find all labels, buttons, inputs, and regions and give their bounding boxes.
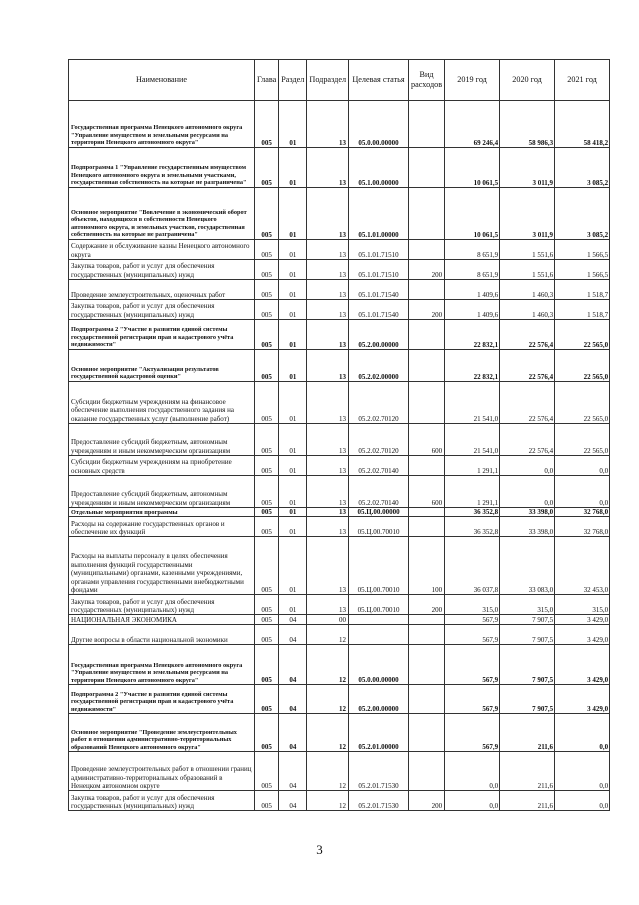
row-section: 01	[279, 101, 307, 148]
row-subsection: 12	[307, 645, 349, 685]
row-target-code: 05.1.01.71510	[349, 260, 409, 280]
row-value-2020: 315,0	[500, 595, 555, 615]
row-value-2019: 315,0	[445, 595, 500, 615]
row-name: Государственная программа Ненецкого автономного округа "Управление имуществом и земельными ресурсами на территории Ненецкого автономного округа"	[69, 645, 255, 685]
row-expense-type	[409, 685, 445, 714]
row-chapter: 005	[255, 508, 279, 517]
header-2019: 2019 год	[445, 60, 500, 101]
row-section: 01	[279, 382, 307, 424]
row-chapter: 005	[255, 101, 279, 148]
table-row	[69, 101, 610, 148]
row-value-2019: 22 832,1	[445, 320, 500, 350]
row-expense-type	[409, 148, 445, 188]
row-expense-type: 200	[409, 595, 445, 615]
table-row	[69, 508, 610, 517]
row-expense-type: 200	[409, 791, 445, 811]
row-name: Подпрограмма 2 "Участие в развитии единой системы государственной регистрации прав и кадастрового учёта недвижимости"	[69, 685, 255, 714]
table-row	[69, 714, 610, 752]
budget-table-page	[68, 59, 610, 811]
row-value-2020: 22 576,4	[500, 424, 555, 456]
row-target-code: 05.1.01.71510	[349, 240, 409, 260]
row-target-code: 05.2.02.70120	[349, 424, 409, 456]
row-target-code	[349, 615, 409, 625]
row-subsection: 13	[307, 280, 349, 300]
row-value-2019: 567,9	[445, 615, 500, 625]
page-number: 3	[316, 842, 323, 857]
row-target-code: 05.2.00.00000	[349, 685, 409, 714]
row-target-code: 05.2.02.00000	[349, 350, 409, 382]
row-subsection: 13	[307, 320, 349, 350]
row-target-code: 05.2.01.71530	[349, 752, 409, 791]
row-target-code: 05.2.02.70140	[349, 476, 409, 508]
row-target-code: 05.1.00.00000	[349, 148, 409, 188]
row-target-code: 05.2.01.00000	[349, 714, 409, 752]
row-subsection: 13	[307, 101, 349, 148]
row-value-2020: 33 398,0	[500, 517, 555, 537]
row-chapter: 005	[255, 537, 279, 595]
row-chapter: 005	[255, 714, 279, 752]
table-row	[69, 350, 610, 382]
row-value-2020: 211,6	[500, 714, 555, 752]
row-section: 01	[279, 260, 307, 280]
row-value-2019: 36 037,8	[445, 537, 500, 595]
row-value-2019: 1 291,1	[445, 456, 500, 476]
row-name: Субсидии бюджетным учреждениям на приобретение основных средств	[69, 456, 255, 476]
row-section: 01	[279, 240, 307, 260]
row-chapter: 005	[255, 685, 279, 714]
row-subsection: 13	[307, 508, 349, 517]
table-row	[69, 625, 610, 645]
row-section: 01	[279, 320, 307, 350]
row-value-2019: 21 541,0	[445, 382, 500, 424]
row-section: 01	[279, 350, 307, 382]
row-value-2021: 1 566,5	[555, 240, 610, 260]
row-name: Другие вопросы в области национальной экономики	[69, 625, 255, 645]
row-chapter: 005	[255, 240, 279, 260]
row-value-2021: 0,0	[555, 456, 610, 476]
row-value-2021: 22 565,0	[555, 382, 610, 424]
table-row	[69, 148, 610, 188]
row-value-2020: 1 551,6	[500, 240, 555, 260]
row-chapter: 005	[255, 424, 279, 456]
row-target-code: 05.2.02.70120	[349, 382, 409, 424]
row-chapter: 005	[255, 595, 279, 615]
row-expense-type: 200	[409, 260, 445, 280]
row-expense-type	[409, 456, 445, 476]
row-name: Основное мероприятие "Вовлечение в экономический оборот объектов, находящихся в собственности Ненецкого автономного округа, и земельных участков, государственная собственность на которые не разграничена"	[69, 188, 255, 240]
row-chapter: 005	[255, 645, 279, 685]
row-value-2020: 1 460,3	[500, 280, 555, 300]
table-row	[69, 300, 610, 320]
table-row	[69, 280, 610, 300]
row-chapter: 005	[255, 382, 279, 424]
row-subsection: 13	[307, 188, 349, 240]
row-value-2021: 3 429,0	[555, 615, 610, 625]
header-2021: 2021 год	[555, 60, 610, 101]
header-target: Целевая статья	[349, 60, 409, 101]
row-value-2021: 32 453,0	[555, 537, 610, 595]
row-expense-type	[409, 280, 445, 300]
row-expense-type	[409, 508, 445, 517]
row-subsection: 12	[307, 714, 349, 752]
row-subsection: 13	[307, 424, 349, 456]
row-value-2020: 0,0	[500, 456, 555, 476]
row-section: 04	[279, 645, 307, 685]
row-name: Основное мероприятие "Проведение землеустроительных работ в отношении административно-территориальных образований Ненецкого автономного округа"	[69, 714, 255, 752]
row-name: Основное мероприятие "Актуализация результатов государственной кадастровой оценки"	[69, 350, 255, 382]
row-chapter: 005	[255, 188, 279, 240]
row-subsection: 12	[307, 791, 349, 811]
row-name: Подпрограмма 2 "Участие в развитии единой системы государственной регистрации прав и кадастрового учёта недвижимости"	[69, 320, 255, 350]
row-expense-type: 100	[409, 537, 445, 595]
row-value-2020: 33 083,0	[500, 537, 555, 595]
row-value-2020: 58 986,3	[500, 101, 555, 148]
row-chapter: 005	[255, 476, 279, 508]
row-target-code: 05.Ц.00.70010	[349, 517, 409, 537]
row-value-2021: 32 768,0	[555, 517, 610, 537]
row-name: Отдельные мероприятия программы	[69, 508, 255, 517]
row-subsection: 13	[307, 517, 349, 537]
row-expense-type	[409, 188, 445, 240]
header-chapter: Глава	[255, 60, 279, 101]
row-subsection: 12	[307, 685, 349, 714]
row-target-code	[349, 625, 409, 645]
row-section: 01	[279, 537, 307, 595]
row-chapter: 005	[255, 625, 279, 645]
row-subsection: 13	[307, 537, 349, 595]
row-value-2021: 1 566,5	[555, 260, 610, 280]
row-value-2021: 0,0	[555, 752, 610, 791]
row-chapter: 005	[255, 280, 279, 300]
row-section: 04	[279, 625, 307, 645]
row-value-2020: 211,6	[500, 791, 555, 811]
row-value-2019: 1 409,6	[445, 280, 500, 300]
row-name: Проведение землеустроительных работ в отношении границ административно-территориальных образований в Ненецком автономном округе	[69, 752, 255, 791]
row-subsection: 12	[307, 752, 349, 791]
row-value-2021: 22 565,0	[555, 424, 610, 456]
row-value-2021: 3 085,2	[555, 148, 610, 188]
row-target-code: 05.1.01.71540	[349, 300, 409, 320]
row-section: 01	[279, 280, 307, 300]
table-header-row	[69, 60, 610, 101]
row-chapter: 005	[255, 260, 279, 280]
row-name: Предоставление субсидий бюджетным, автономным учреждениям и иным некоммерческим организациям	[69, 424, 255, 456]
row-value-2019: 21 541,0	[445, 424, 500, 456]
row-chapter: 005	[255, 148, 279, 188]
row-name: НАЦИОНАЛЬНАЯ ЭКОНОМИКА	[69, 615, 255, 625]
row-value-2019: 10 061,5	[445, 188, 500, 240]
row-name: Закупка товаров, работ и услуг для обеспечения государственных (муниципальных) нужд	[69, 791, 255, 811]
header-name: Наименование	[69, 60, 255, 101]
table-row	[69, 382, 610, 424]
row-value-2019: 8 651,9	[445, 260, 500, 280]
row-value-2020: 0,0	[500, 476, 555, 508]
row-value-2020: 7 907,5	[500, 685, 555, 714]
row-value-2019: 22 832,1	[445, 350, 500, 382]
row-name: Расходы на выплаты персоналу в целях обеспечения выполнения функций государственными (муниципальными) органами, казенными учреждениями, органами управления государственными внебюджетными фондами	[69, 537, 255, 595]
table-row	[69, 517, 610, 537]
row-expense-type: 600	[409, 424, 445, 456]
row-value-2021: 22 565,0	[555, 320, 610, 350]
row-section: 04	[279, 791, 307, 811]
row-target-code: 05.2.01.71530	[349, 791, 409, 811]
row-value-2020: 22 576,4	[500, 350, 555, 382]
row-subsection: 13	[307, 382, 349, 424]
row-section: 01	[279, 188, 307, 240]
row-value-2020: 7 907,5	[500, 625, 555, 645]
header-expense-type: Вид расходов	[409, 60, 445, 101]
row-chapter: 005	[255, 615, 279, 625]
row-section: 01	[279, 595, 307, 615]
row-subsection: 13	[307, 240, 349, 260]
row-value-2019: 567,9	[445, 625, 500, 645]
row-chapter: 005	[255, 300, 279, 320]
row-value-2021: 22 565,0	[555, 350, 610, 382]
table-row	[69, 240, 610, 260]
table-row	[69, 595, 610, 615]
row-value-2019: 1 291,1	[445, 476, 500, 508]
row-value-2021: 3 085,2	[555, 188, 610, 240]
row-subsection: 13	[307, 350, 349, 382]
row-value-2021: 32 768,0	[555, 508, 610, 517]
row-chapter: 005	[255, 791, 279, 811]
row-name: Субсидии бюджетным учреждениям на финансовое обеспечение выполнения государственного задания на оказание государственных услуг (выполнение работ)	[69, 382, 255, 424]
row-expense-type	[409, 517, 445, 537]
row-chapter: 005	[255, 320, 279, 350]
table-row	[69, 260, 610, 280]
row-section: 04	[279, 714, 307, 752]
row-subsection: 13	[307, 148, 349, 188]
row-value-2021: 0,0	[555, 476, 610, 508]
row-value-2020: 1 460,3	[500, 300, 555, 320]
row-name: Государственная программа Ненецкого автономного округа "Управление имуществом и земельными ресурсами на территории Ненецкого автономного округа"	[69, 101, 255, 148]
row-section: 01	[279, 476, 307, 508]
row-value-2019: 36 352,8	[445, 517, 500, 537]
row-value-2021: 3 429,0	[555, 645, 610, 685]
row-name: Предоставление субсидий бюджетным, автономным учреждениям и иным некоммерческим организациям	[69, 476, 255, 508]
budget-table	[68, 59, 610, 811]
row-chapter: 005	[255, 456, 279, 476]
row-subsection: 13	[307, 300, 349, 320]
row-value-2020: 3 011,9	[500, 188, 555, 240]
row-value-2021: 1 518,7	[555, 300, 610, 320]
row-value-2020: 7 907,5	[500, 615, 555, 625]
row-expense-type: 600	[409, 476, 445, 508]
row-name: Закупка товаров, работ и услуг для обеспечения государственных (муниципальных) нужд	[69, 595, 255, 615]
row-expense-type	[409, 615, 445, 625]
row-subsection: 13	[307, 260, 349, 280]
header-subsection: Подраздел	[307, 60, 349, 101]
table-row	[69, 456, 610, 476]
row-subsection: 13	[307, 476, 349, 508]
row-target-code: 05.0.00.00000	[349, 101, 409, 148]
row-section: 01	[279, 148, 307, 188]
table-row	[69, 537, 610, 595]
row-target-code: 05.1.01.00000	[349, 188, 409, 240]
row-value-2019: 567,9	[445, 645, 500, 685]
row-value-2019: 0,0	[445, 752, 500, 791]
table-row	[69, 791, 610, 811]
row-expense-type	[409, 240, 445, 260]
table-row	[69, 645, 610, 685]
row-section: 01	[279, 424, 307, 456]
row-subsection: 12	[307, 625, 349, 645]
row-value-2019: 1 409,6	[445, 300, 500, 320]
row-chapter: 005	[255, 752, 279, 791]
table-row	[69, 752, 610, 791]
row-name: Закупка товаров, работ и услуг для обеспечения государственных (муниципальных) нужд	[69, 300, 255, 320]
row-value-2021: 3 429,0	[555, 625, 610, 645]
row-value-2019: 8 651,9	[445, 240, 500, 260]
header-2020: 2020 год	[500, 60, 555, 101]
table-row	[69, 615, 610, 625]
row-subsection: 13	[307, 595, 349, 615]
row-section: 04	[279, 752, 307, 791]
row-value-2020: 7 907,5	[500, 645, 555, 685]
row-chapter: 005	[255, 350, 279, 382]
row-value-2021: 0,0	[555, 791, 610, 811]
row-name: Расходы на содержание государственных органов и обеспечение их функций	[69, 517, 255, 537]
row-expense-type	[409, 752, 445, 791]
table-row	[69, 476, 610, 508]
row-target-code: 05.Ц.00.00000	[349, 508, 409, 517]
table-row	[69, 685, 610, 714]
row-target-code: 05.2.00.00000	[349, 320, 409, 350]
row-target-code: 05.Ц.00.70010	[349, 595, 409, 615]
row-subsection: 13	[307, 456, 349, 476]
table-row	[69, 320, 610, 350]
row-value-2020: 211,6	[500, 752, 555, 791]
row-subsection: 00	[307, 615, 349, 625]
row-expense-type	[409, 645, 445, 685]
row-target-code: 05.1.01.71540	[349, 280, 409, 300]
header-section: Раздел	[279, 60, 307, 101]
row-name: Содержание и обслуживание казны Ненецкого автономного округа	[69, 240, 255, 260]
row-value-2019: 567,9	[445, 714, 500, 752]
row-value-2021: 315,0	[555, 595, 610, 615]
row-target-code: 05.2.02.70140	[349, 456, 409, 476]
row-section: 01	[279, 300, 307, 320]
row-value-2020: 1 551,6	[500, 260, 555, 280]
row-section: 04	[279, 685, 307, 714]
table-row	[69, 424, 610, 456]
row-value-2021: 58 418,2	[555, 101, 610, 148]
row-expense-type	[409, 714, 445, 752]
row-name: Проведение землеустроительных, оценочных работ	[69, 280, 255, 300]
row-name: Закупка товаров, работ и услуг для обеспечения государственных (муниципальных) нужд	[69, 260, 255, 280]
row-expense-type	[409, 625, 445, 645]
row-value-2020: 22 576,4	[500, 382, 555, 424]
table-row	[69, 188, 610, 240]
row-value-2021: 3 429,0	[555, 685, 610, 714]
row-value-2020: 22 576,4	[500, 320, 555, 350]
row-target-code: 05.0.00.00000	[349, 645, 409, 685]
row-value-2021: 0,0	[555, 714, 610, 752]
row-expense-type	[409, 382, 445, 424]
row-name: Подпрограмма 1 "Управление государственным имуществом Ненецкого автономного округа и земельными участками, государственная собственность на которые не разграничена"	[69, 148, 255, 188]
row-value-2020: 3 011,9	[500, 148, 555, 188]
row-value-2020: 33 398,0	[500, 508, 555, 517]
row-expense-type: 200	[409, 300, 445, 320]
row-section: 04	[279, 615, 307, 625]
row-value-2021: 1 518,7	[555, 280, 610, 300]
row-section: 01	[279, 517, 307, 537]
row-target-code: 05.Ц.00.70010	[349, 537, 409, 595]
row-section: 01	[279, 508, 307, 517]
row-value-2019: 0,0	[445, 791, 500, 811]
row-expense-type	[409, 350, 445, 382]
row-value-2019: 567,9	[445, 685, 500, 714]
row-section: 01	[279, 456, 307, 476]
row-value-2019: 36 352,8	[445, 508, 500, 517]
row-expense-type	[409, 101, 445, 148]
row-chapter: 005	[255, 517, 279, 537]
row-value-2019: 69 246,4	[445, 101, 500, 148]
row-expense-type	[409, 320, 445, 350]
row-value-2019: 10 061,5	[445, 148, 500, 188]
